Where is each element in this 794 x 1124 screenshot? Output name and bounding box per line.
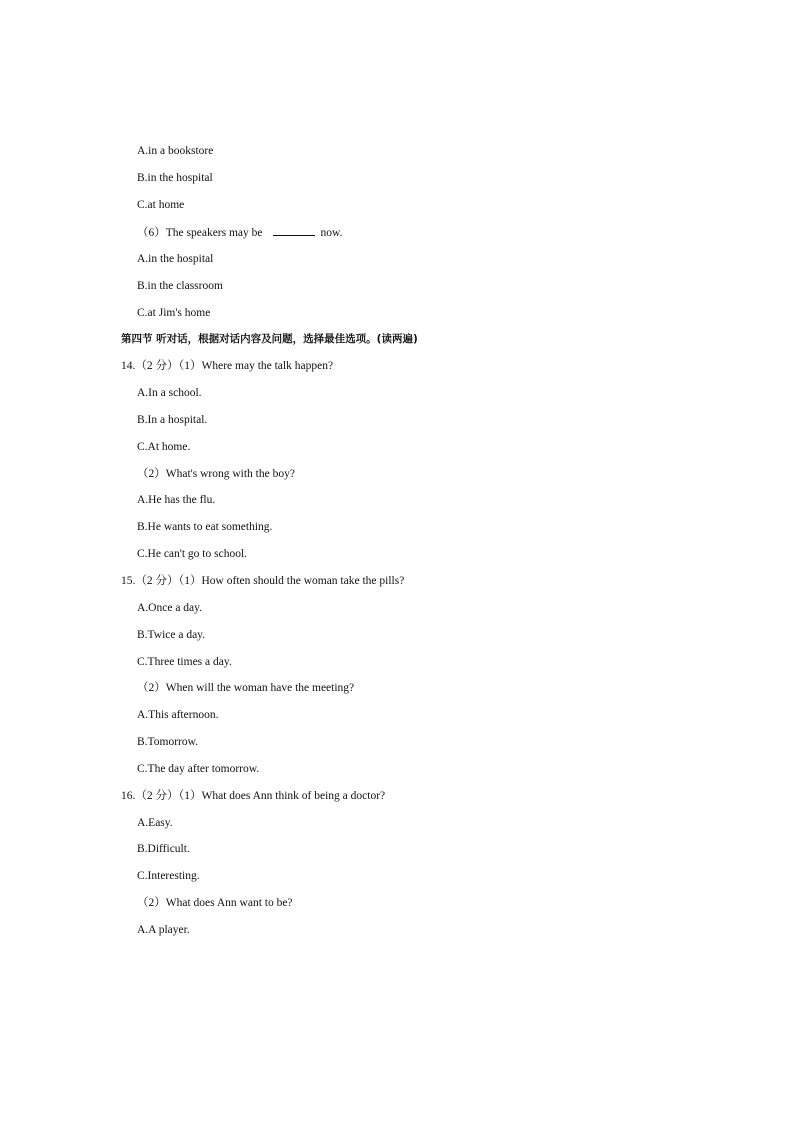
q13-5-option-a: A.in a bookstore: [137, 145, 214, 157]
q15-1-option-a: A.Once a day.: [137, 602, 203, 614]
q16-1-question: 16.（2 分）（1）What does Ann think of being a doctor?: [121, 790, 386, 802]
q13-5-option-b: B.in the hospital: [137, 172, 213, 184]
q15-2-option-a: A.This afternoon.: [137, 709, 219, 721]
q16-1-option-a: A.Easy.: [137, 817, 173, 829]
q14-2-option-b: B.He wants to eat something.: [137, 521, 273, 533]
q14-2-question: （2）What's wrong with the boy?: [137, 468, 295, 480]
q14-1-option-b: B.In a hospital.: [137, 414, 208, 426]
q15-2-option-b: B.Tomorrow.: [137, 736, 199, 748]
q13-6-option-a: A.in the hospital: [137, 253, 214, 265]
q14-1-option-a: A.In a school.: [137, 387, 202, 399]
q15-1-option-b: B.Twice a day.: [137, 629, 206, 641]
answer-blank: [273, 225, 315, 236]
q16-2-option-a: A.A player.: [137, 924, 190, 936]
section-4-heading: 第四节 听对话，根据对话内容及问题，选择最佳选项。(读两遍): [121, 333, 418, 345]
q15-2-question: （2）When will the woman have the meeting?: [137, 682, 355, 694]
q14-2-option-c: C.He can't go to school.: [137, 548, 248, 560]
q14-1-option-c: C.At home.: [137, 441, 191, 453]
q13-6-option-b: B.in the classroom: [137, 280, 223, 292]
q16-1-option-b: B.Difficult.: [137, 843, 190, 855]
q13-6-question-text: （6）The speakers may be: [137, 227, 263, 239]
q13-5-option-c: C.at home: [137, 199, 185, 211]
q15-1-option-c: C.Three times a day.: [137, 656, 232, 668]
q14-1-question: 14.（2 分）（1）Where may the talk happen?: [121, 360, 334, 372]
q16-1-option-c: C.Interesting.: [137, 870, 200, 882]
q15-1-question: 15.（2 分）（1）How often should the woman take the pills?: [121, 575, 405, 587]
q16-2-question: （2）What does Ann want to be?: [137, 897, 293, 909]
q13-6-option-c: C.at Jim's home: [137, 307, 211, 319]
q15-2-option-c: C.The day after tomorrow.: [137, 763, 260, 775]
q13-6-question-tail: now.: [320, 227, 343, 239]
q13-6-question: [137, 225, 342, 240]
q14-2-option-a: A.He has the flu.: [137, 494, 216, 506]
